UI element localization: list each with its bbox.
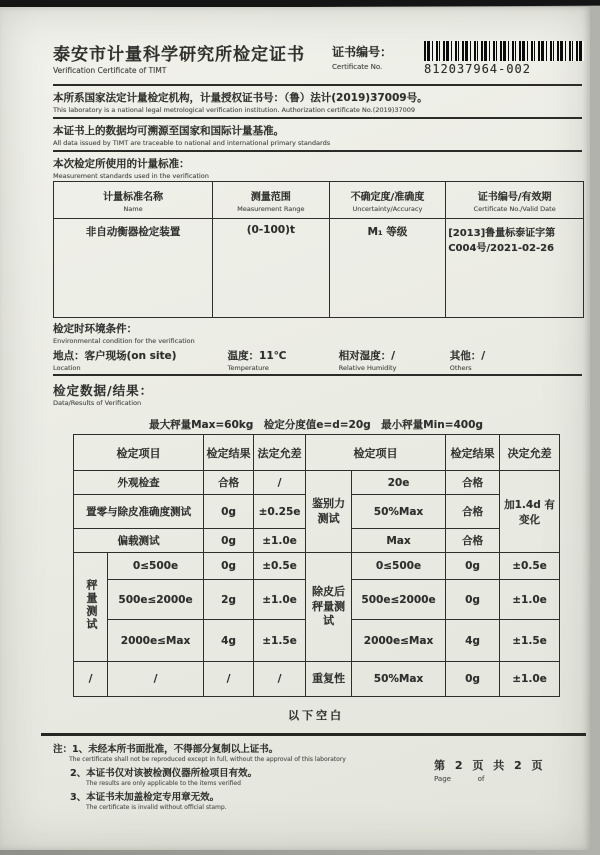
- table-cell: ±0.5e: [500, 553, 560, 580]
- barcode: [424, 41, 584, 61]
- field-label-en: Relative Humidity: [338, 364, 397, 372]
- header-label: 计量标准名称: [103, 191, 163, 203]
- field-label-en: Temperature: [227, 364, 269, 372]
- environment-title-en: Environmental condition for the verification: [53, 337, 195, 345]
- table-cell: 2g: [204, 580, 254, 620]
- table-header-cell: [329, 182, 446, 219]
- notes-block: [53, 741, 434, 813]
- table-cell: 加1.4d 有变化: [500, 471, 560, 553]
- table-cell: (0-100)t: [213, 219, 330, 318]
- environment-title: [53, 321, 584, 345]
- statement-authorization: [53, 86, 582, 119]
- table-cell: 合格: [446, 471, 500, 495]
- table-cell: /: [74, 662, 108, 697]
- table-header-cell: [213, 182, 330, 219]
- note-text: 2、本证书仅对该被检测仪器所检项目有效。: [70, 768, 258, 779]
- certificate-page: [0, 7, 590, 850]
- table-cell: 500e≤2000e: [352, 580, 446, 620]
- header-label: 证书编号/有效期: [477, 191, 552, 203]
- table-row: [74, 662, 560, 697]
- table-row: [74, 553, 560, 580]
- scale-spec-line: 最大秤量Max=60kg 检定分度值e=d=20g 最小秤量Min=400g: [149, 419, 483, 431]
- table-row: [74, 471, 560, 495]
- table-cell: ±1.0e: [500, 580, 560, 620]
- table-cell-tare-weighing-test: 除皮后秤量测试: [306, 553, 352, 662]
- table-cell: 非自动衡器检定装置: [54, 219, 213, 318]
- certificate-number-value: 812037964-002: [424, 62, 531, 76]
- table-cell: 4g: [204, 620, 254, 662]
- table-cell: ±1.0e: [254, 529, 306, 553]
- note-text-en: The results are only applicable to the items verified: [86, 780, 241, 787]
- certificate-number-labels: [332, 40, 424, 84]
- header-label-en: Name: [123, 204, 143, 213]
- environment-title-cn: 检定时环境条件：: [53, 323, 137, 335]
- statement-text: 本证书上的数据均可溯源至国家和国际计量基准。: [53, 125, 284, 137]
- note-item: [70, 765, 434, 787]
- header-label-en: Uncertainty/Accuracy: [352, 204, 423, 213]
- table-cell: 0≤500e: [108, 553, 204, 580]
- header-label: 不确定度/准确度: [350, 191, 425, 203]
- statement-text-en: All data issued by TIMT are traceable to national and international primary standards: [53, 139, 331, 147]
- table-cell: 4g: [446, 620, 500, 662]
- certificate-header: [53, 40, 584, 84]
- table-cell: 0≤500e: [352, 553, 446, 580]
- field-value: 相对湿度：/: [338, 350, 395, 362]
- certificate-number-block: [332, 40, 584, 84]
- table-cell: M₁ 等级: [329, 219, 446, 318]
- table-cell: [2013]鲁量标泰证字第C004号/2021-02-26: [446, 219, 584, 318]
- table-cell: 2000e≤Max: [108, 620, 204, 662]
- table-header-cell: 检定项目: [74, 435, 204, 471]
- field-value: 其他：/: [449, 350, 486, 362]
- table-cell: ±1.0e: [500, 662, 560, 697]
- statement-text: 本次检定所使用的计量标准：: [53, 158, 190, 170]
- table-cell: 置零与除皮准确度测试: [74, 495, 204, 529]
- field-value: 温度：11℃: [227, 350, 287, 362]
- table-row: [54, 219, 584, 318]
- table-header-cell: 决定允差: [500, 435, 560, 471]
- table-cell: ±0.5e: [254, 553, 306, 580]
- table-cell: 0g: [446, 553, 500, 580]
- table-header-cell: 法定允差: [254, 435, 306, 471]
- footer: [53, 741, 584, 813]
- table-cell: ±0.25e: [254, 495, 306, 529]
- footer-divider: [41, 733, 586, 736]
- environment-field-location: [53, 348, 228, 372]
- table-header-cell: [54, 182, 213, 219]
- table-cell-weighing-test: [74, 553, 108, 662]
- table-cell: Max: [352, 529, 446, 553]
- results-title-en: Data/Results of Verification: [53, 399, 142, 407]
- statement-text-en: Measurement standards used in the verification: [53, 172, 209, 180]
- table-header-cell: 检定结果: [446, 435, 500, 471]
- table-cell: 合格: [204, 471, 254, 495]
- note-item: [53, 741, 434, 755]
- table-cell-repeatability: 重复性: [306, 662, 352, 697]
- table-header-row: [54, 182, 584, 219]
- results-title: [53, 381, 584, 407]
- header-label-en: Certificate No./Valid Date: [473, 204, 556, 213]
- blank-below-text: 以下空白: [288, 709, 344, 722]
- table-cell: 外观检查: [74, 471, 204, 495]
- table-cell: 50%Max: [352, 662, 446, 697]
- note-item: [70, 789, 434, 811]
- table-cell: ±1.5e: [254, 620, 306, 662]
- table-cell: 0g: [446, 580, 500, 620]
- table-cell: 0g: [446, 662, 500, 697]
- table-cell: 合格: [446, 529, 500, 553]
- table-cell: /: [254, 471, 306, 495]
- note-text-en: The certificate is invalid without official stamp.: [86, 804, 227, 811]
- barcode-column: [424, 40, 584, 84]
- table-cell: /: [254, 662, 306, 697]
- table-cell: /: [108, 662, 204, 697]
- note-text: 1、未经本所书面批准，不得部分复制以上证书。: [72, 744, 279, 755]
- header-label: 测量范围: [250, 191, 291, 203]
- statement-text: 本所系国家法定计量检定机构，计量授权证书号：（鲁）法计(2019)37009号。: [53, 92, 428, 104]
- note-prefix: 注：: [53, 744, 73, 755]
- standards-table: [53, 181, 584, 318]
- header-label-en: Measurement Range: [237, 204, 305, 213]
- field-value: 地点：客户现场(on site): [53, 350, 177, 362]
- certificate-title: 泰安市计量科学研究所检定证书: [53, 45, 305, 65]
- table-cell: 500e≤2000e: [108, 580, 204, 620]
- table-cell: 0g: [204, 495, 254, 529]
- certificate-content: [0, 7, 590, 813]
- field-label-en: Others: [449, 364, 472, 372]
- statement-text-en: This laboratory is a national legal metrological verification institution. Authorization certificate No.(2019)37009: [53, 106, 415, 114]
- table-cell: 2000e≤Max: [352, 620, 446, 662]
- table-cell: ±1.5e: [500, 620, 560, 662]
- statement-traceability: [53, 119, 582, 152]
- table-header-cell: 检定结果: [204, 435, 254, 471]
- certificate-title-en: Verification Certificate of TIMT: [53, 66, 167, 75]
- results-title-cn: 检定数据/结果：: [53, 383, 154, 398]
- environment-field-temperature: [228, 348, 339, 372]
- note-text: 3、本证书未加盖检定专用章无效。: [70, 792, 220, 803]
- table-cell: /: [204, 662, 254, 697]
- table-header-cell: 检定项目: [306, 435, 446, 471]
- table-header-row: [74, 435, 560, 471]
- certificate-number-label-en: Certificate No.: [332, 63, 383, 71]
- table-cell: 50%Max: [352, 495, 446, 529]
- title-block: [53, 40, 332, 84]
- environment-field-humidity: [339, 348, 450, 372]
- page-number-en: Page of: [434, 775, 485, 783]
- table-cell: 0g: [204, 553, 254, 580]
- table-cell: 偏载测试: [74, 529, 204, 553]
- table-header-cell: [446, 182, 584, 219]
- table-cell: 0g: [204, 529, 254, 553]
- table-cell: ±1.0e: [254, 580, 306, 620]
- table-cell-discrimination-test: 鉴别力测试: [306, 471, 352, 553]
- certificate-number-label: 证书编号：: [332, 45, 393, 59]
- statement-standards: [53, 152, 582, 181]
- note-text-en: The certificate shall not be reproduced except in full, without the approval of this laboratory: [69, 756, 346, 763]
- environment-fields: [53, 345, 582, 376]
- table-cell: 合格: [446, 495, 500, 529]
- vertical-label: 秤量测试: [84, 578, 98, 631]
- verification-table: [73, 434, 560, 697]
- field-label-en: Location: [53, 364, 81, 372]
- table-cell: 20e: [352, 471, 446, 495]
- environment-field-others: [450, 348, 582, 372]
- page-number-block: [434, 741, 584, 813]
- page-number: 第 2 页 共 2 页: [434, 759, 546, 772]
